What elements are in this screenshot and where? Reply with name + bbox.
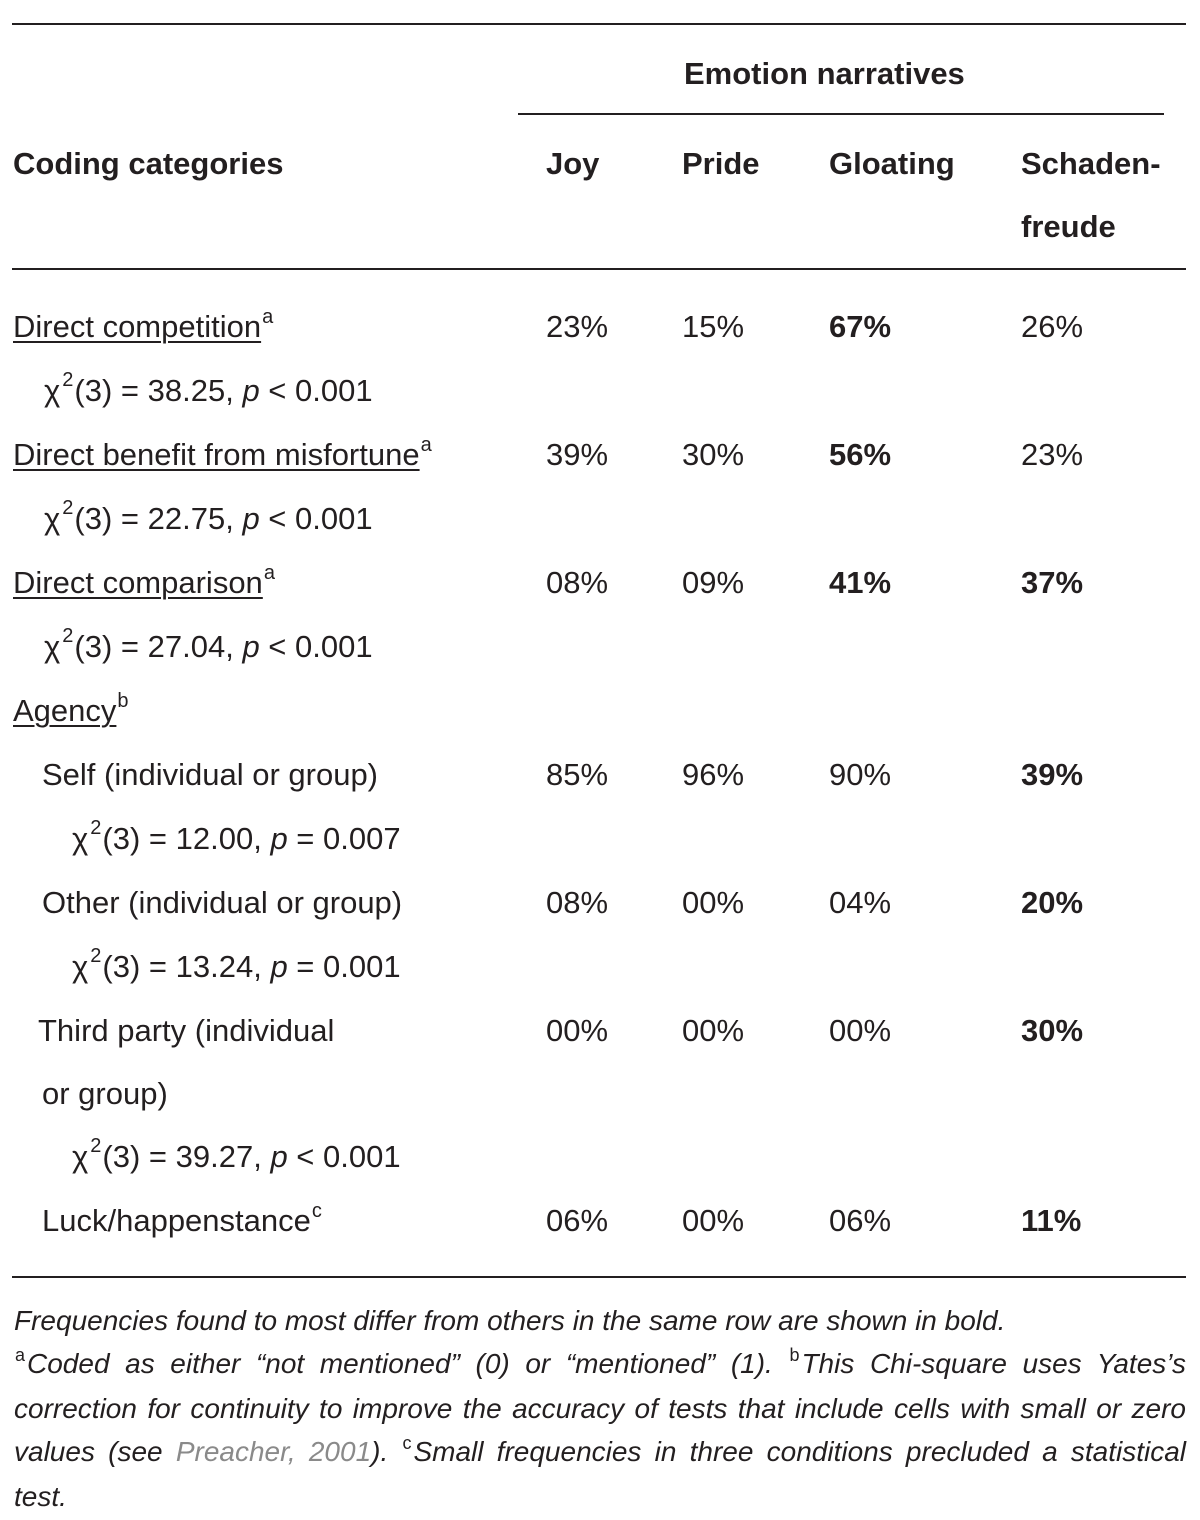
cell-joy: 23%: [546, 309, 609, 344]
table-footnote: [14, 1300, 1186, 1519]
cell-joy: 39%: [546, 437, 609, 472]
row-statistic: χ $^2$(3) = 13.24, p = 0.001: [72, 945, 401, 984]
cell-pride: 00%: [682, 885, 745, 920]
row-label: Direct benefit from misfortune$^a$: [13, 434, 432, 472]
row-statistic: χ $^2$(3) = 22.75, p < 0.001: [44, 497, 373, 536]
cell-schadenfreude: 30%: [1021, 1013, 1084, 1048]
bottom-rule: [12, 1276, 1186, 1278]
col-pride: Pride: [682, 146, 760, 181]
row-statistic: χ $^2$(3) = 39.27, p < 0.001: [72, 1135, 401, 1174]
cell-schadenfreude: 37%: [1021, 565, 1084, 600]
cell-joy: 08%: [546, 565, 609, 600]
col-schadenfreude-1: Schaden-: [1021, 146, 1161, 181]
row-label: Direct comparison$^a$: [13, 562, 275, 600]
group-rule: [518, 113, 1164, 115]
row-statistic: χ $^2$(3) = 12.00, p = 0.007: [72, 817, 401, 856]
cell-gloating: 06%: [829, 1203, 892, 1238]
cell-pride: 00%: [682, 1203, 745, 1238]
cell-pride: 15%: [682, 309, 745, 344]
row-label: Self (individual or group): [42, 757, 379, 792]
footnote-notes: $^a$Coded as either “not mentioned” (0) or “mentioned” (1). $^b$This Chi-square uses Yates’s correction for continuity to improve the accuracy of tests that include cells with small or zero values (see Preacher, 2001). $^c$Small frequencies in three conditions precluded a statistical test.: [14, 1344, 1187, 1513]
cell-schadenfreude: 20%: [1021, 885, 1084, 920]
cell-joy: 85%: [546, 757, 609, 792]
row-header: Coding categories: [13, 146, 284, 181]
cell-pride: 09%: [682, 565, 745, 600]
group-header: Emotion narratives: [684, 56, 965, 91]
col-joy: Joy: [546, 146, 600, 181]
cell-schadenfreude: 39%: [1021, 757, 1084, 792]
row-label: Direct competition$^a$: [13, 306, 274, 344]
cell-gloating: 41%: [829, 565, 892, 600]
row-label: Third party (individual: [38, 1013, 335, 1048]
row-label: Luck/happenstance$^c$: [42, 1200, 322, 1238]
cell-schadenfreude: 26%: [1021, 309, 1084, 344]
cell-schadenfreude: 11%: [1021, 1203, 1082, 1238]
row-statistic: χ $^2$(3) = 38.25, p < 0.001: [44, 369, 373, 408]
cell-gloating: 04%: [829, 885, 892, 920]
row-statistic: χ $^2$(3) = 27.04, p < 0.001: [44, 625, 373, 664]
cell-pride: 30%: [682, 437, 745, 472]
cell-pride: 96%: [682, 757, 745, 792]
cell-joy: 00%: [546, 1013, 609, 1048]
col-schadenfreude-2: freude: [1021, 209, 1116, 244]
cell-pride: 00%: [682, 1013, 745, 1048]
header-rule: [12, 268, 1186, 270]
cell-gloating: 90%: [829, 757, 892, 792]
row-label: Other (individual or group): [42, 885, 403, 920]
col-gloating: Gloating: [829, 146, 955, 181]
top-rule: [12, 23, 1186, 25]
row-label: Agency$^b$: [13, 690, 129, 728]
cell-joy: 08%: [546, 885, 609, 920]
footnote-bold-note: Frequencies found to most differ from others in the same row are shown in bold.: [14, 1305, 1006, 1336]
row-label-continued: or group): [42, 1076, 168, 1111]
cell-gloating: 00%: [829, 1013, 892, 1048]
cell-gloating: 56%: [829, 437, 892, 472]
citation-link[interactable]: Preacher, 2001: [175, 1435, 372, 1467]
cell-joy: 06%: [546, 1203, 609, 1238]
cell-gloating: 67%: [829, 309, 892, 344]
cell-schadenfreude: 23%: [1021, 437, 1084, 472]
